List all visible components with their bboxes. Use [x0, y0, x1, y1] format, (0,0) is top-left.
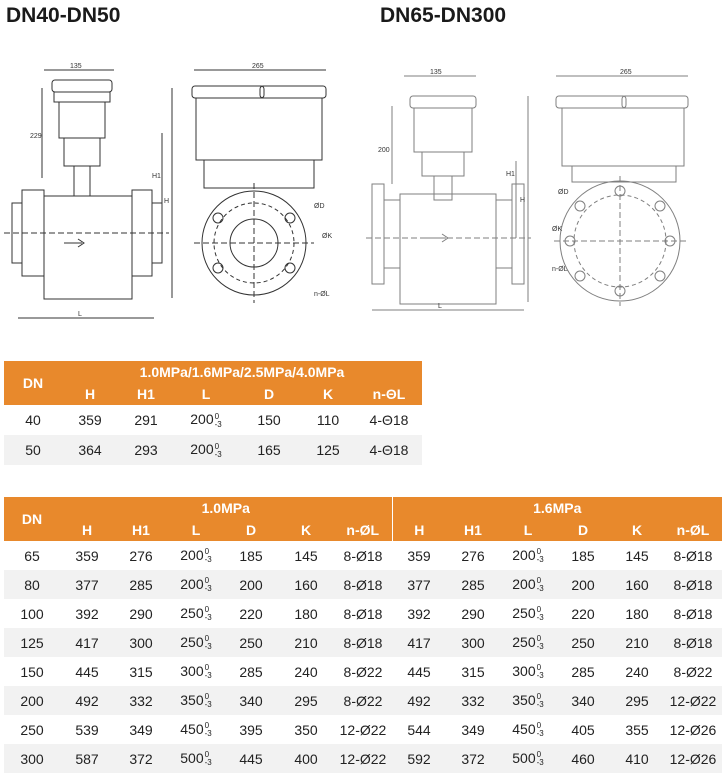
l-tolerance: [537, 635, 544, 651]
dn-cell: 150: [20, 663, 44, 680]
l-tolerance-upper: 0: [536, 750, 542, 760]
k-cell: 110: [316, 412, 340, 428]
nl-cell: 8-Ø22: [343, 663, 383, 680]
l-tolerance-upper: 0: [536, 547, 542, 557]
l-tolerance: [205, 635, 212, 651]
k-cell: 210: [278, 628, 334, 657]
dim-h-label-2: H: [520, 197, 526, 204]
h-cell: 492: [60, 686, 114, 715]
l-tolerance: [205, 548, 212, 564]
l-tolerance: [205, 577, 212, 593]
nl-cell: 12-Ø22: [664, 686, 722, 715]
l-tolerance-lower: -3: [204, 613, 212, 623]
l-tolerance-lower: -3: [536, 700, 544, 710]
l-tolerance-lower: -3: [204, 671, 212, 681]
dim-d-label-2: ØD: [558, 189, 569, 196]
l-tolerance-lower: -3: [536, 758, 544, 768]
k-cell: 355: [625, 721, 649, 738]
table-row: [4, 541, 722, 570]
title-dn40-dn50: DN40-DN50: [6, 4, 121, 27]
l-value: 450: [512, 720, 536, 737]
l-tolerance-lower: -3: [536, 613, 544, 623]
dim-nl-label: n-ØL: [314, 291, 330, 298]
h1-cell: 332: [446, 686, 500, 715]
l-tolerance-upper: 0: [204, 605, 210, 615]
l-tolerance-upper: 0: [536, 721, 542, 731]
nl-cell: 12-Ø26: [669, 721, 717, 738]
nl-cell: 8-Ø18: [343, 547, 383, 564]
d-cell: 185: [571, 547, 595, 564]
column-header: n-ΘL: [356, 383, 422, 405]
k-cell: 145: [294, 547, 318, 564]
l-cell: [168, 628, 224, 657]
dn-cell: 250: [20, 721, 44, 738]
header-dn: DN: [4, 361, 62, 405]
h-cell: 417: [60, 628, 114, 657]
dn-cell: 40: [25, 412, 41, 428]
dn-cell: 50: [4, 435, 62, 465]
l-tolerance-upper: 0: [204, 750, 210, 760]
l-cell: [168, 657, 224, 686]
d-cell: 220: [239, 605, 263, 622]
table-row: [4, 686, 722, 715]
column-header: H1: [118, 383, 174, 405]
d-cell: 405: [571, 721, 595, 738]
dim-265-label: 265: [252, 63, 264, 70]
l-tolerance-upper: 0: [536, 576, 542, 586]
l-cell: [168, 570, 224, 599]
l-tolerance: [537, 751, 544, 767]
table-row: [4, 657, 722, 686]
l-tolerance-upper: 0: [214, 411, 220, 421]
nl-cell: 4-Θ18: [356, 435, 422, 465]
d-cell: 200: [224, 570, 278, 599]
l-tolerance-lower: -3: [204, 555, 212, 565]
l-cell: [168, 744, 224, 773]
h1-cell: 276: [461, 547, 485, 564]
dn-cell: 80: [4, 570, 60, 599]
l-tolerance: [205, 664, 212, 680]
l-cell: [500, 599, 556, 628]
l-cell: [500, 657, 556, 686]
h-cell: 544: [407, 721, 431, 738]
l-tolerance: [215, 443, 222, 459]
l-tolerance-lower: -3: [536, 642, 544, 652]
d-cell: 395: [239, 721, 263, 738]
l-tolerance-upper: 0: [214, 441, 220, 451]
l-tolerance: [537, 693, 544, 709]
h1-cell: 332: [114, 686, 168, 715]
nl-cell: 4-Θ18: [369, 412, 409, 428]
h1-cell: 372: [446, 744, 500, 773]
l-value: 200: [180, 546, 204, 563]
l-tolerance-lower: -3: [204, 642, 212, 652]
nl-cell: 12-Ø22: [334, 744, 392, 773]
k-cell: 145: [625, 547, 649, 564]
table-row: [4, 570, 722, 599]
l-tolerance-lower: -3: [204, 729, 212, 739]
h1-cell: 293: [118, 435, 174, 465]
drawing-dn40-dn50: [4, 58, 354, 328]
k-cell: 180: [294, 605, 318, 622]
l-value: 300: [512, 662, 536, 679]
l-tolerance: [205, 606, 212, 622]
l-tolerance-lower: -3: [214, 419, 222, 429]
l-value: 300: [180, 662, 204, 679]
h1-cell: 349: [461, 721, 485, 738]
l-tolerance-upper: 0: [204, 692, 210, 702]
h-cell: 359: [407, 547, 431, 564]
dim-h-label: H: [164, 198, 170, 205]
h-cell: 377: [392, 570, 446, 599]
header-1-6mpa: 1.6MPa: [392, 497, 722, 519]
l-tolerance: [537, 664, 544, 680]
column-header: K: [300, 383, 356, 405]
l-tolerance: [537, 548, 544, 564]
h1-cell: 290: [461, 605, 485, 622]
l-tolerance-upper: 0: [204, 547, 210, 557]
dn-cell: 100: [20, 605, 44, 622]
dim-k-label-2: ØK: [552, 226, 563, 233]
column-header: H1: [446, 519, 500, 541]
l-value: 200: [512, 546, 536, 563]
h1-cell: 315: [129, 663, 153, 680]
l-value: 200: [190, 441, 214, 458]
h-cell: 417: [392, 628, 446, 657]
d-cell: 150: [257, 412, 281, 428]
d-cell: 460: [556, 744, 610, 773]
column-header: H: [62, 383, 118, 405]
h1-cell: 290: [129, 605, 153, 622]
dim-h1-label: H1: [152, 173, 161, 180]
l-tolerance-lower: -3: [204, 700, 212, 710]
dim-135-label-2: 135: [430, 69, 442, 76]
l-value: 200: [512, 575, 536, 592]
h-cell: 392: [407, 605, 431, 622]
h-cell: 587: [60, 744, 114, 773]
l-value: 250: [512, 604, 536, 621]
h1-cell: 285: [114, 570, 168, 599]
k-cell: 295: [278, 686, 334, 715]
l-tolerance-lower: -3: [214, 449, 222, 459]
k-cell: 125: [300, 435, 356, 465]
l-tolerance: [537, 606, 544, 622]
l-cell: [174, 405, 238, 435]
l-value: 350: [512, 691, 536, 708]
column-header: n-ØL: [664, 519, 722, 541]
l-tolerance-upper: 0: [536, 663, 542, 673]
d-cell: 340: [224, 686, 278, 715]
table-row: [4, 435, 422, 465]
column-header: H: [392, 519, 446, 541]
dim-h1-label-2: H1: [506, 171, 515, 178]
l-tolerance: [205, 693, 212, 709]
l-tolerance: [537, 722, 544, 738]
l-tolerance-lower: -3: [536, 584, 544, 594]
column-header: D: [224, 519, 278, 541]
h-cell: 377: [60, 570, 114, 599]
column-header: L: [500, 519, 556, 541]
table-row: [4, 599, 722, 628]
l-tolerance-upper: 0: [536, 692, 542, 702]
k-cell: 160: [610, 570, 664, 599]
column-header: L: [168, 519, 224, 541]
l-cell: [500, 570, 556, 599]
k-cell: 350: [294, 721, 318, 738]
dn-cell: 125: [4, 628, 60, 657]
l-value: 250: [512, 633, 536, 650]
nl-cell: 8-Ø22: [334, 686, 392, 715]
h1-cell: 315: [461, 663, 485, 680]
l-tolerance-upper: 0: [204, 576, 210, 586]
l-tolerance-lower: -3: [536, 671, 544, 681]
l-cell: [500, 744, 556, 773]
d-cell: 285: [571, 663, 595, 680]
l-tolerance-lower: -3: [204, 584, 212, 594]
dim-l-label-2: L: [438, 303, 442, 310]
h-cell: 592: [392, 744, 446, 773]
d-cell: 445: [224, 744, 278, 773]
h1-cell: 300: [446, 628, 500, 657]
h-cell: 445: [75, 663, 99, 680]
nl-cell: 8-Ø18: [334, 570, 392, 599]
header-dn-2: DN: [4, 497, 60, 541]
d-cell: 200: [556, 570, 610, 599]
l-value: 250: [180, 633, 204, 650]
k-cell: 240: [294, 663, 318, 680]
table-row: [4, 744, 722, 773]
d-cell: 220: [571, 605, 595, 622]
l-cell: [500, 541, 556, 570]
dim-nl-label-2: n-ØL: [552, 266, 568, 273]
dim-l-label: L: [78, 311, 82, 318]
h-cell: 359: [78, 412, 102, 428]
h1-cell: 372: [114, 744, 168, 773]
h-cell: 539: [75, 721, 99, 738]
dim-d-label: ØD: [314, 203, 325, 210]
dn-cell: 65: [24, 547, 40, 564]
column-header: K: [610, 519, 664, 541]
k-cell: 210: [610, 628, 664, 657]
column-header: D: [556, 519, 610, 541]
dim-229-label: 229: [30, 133, 42, 140]
k-cell: 410: [610, 744, 664, 773]
column-header: K: [278, 519, 334, 541]
h-cell: 359: [75, 547, 99, 564]
table-row: [4, 405, 422, 435]
column-header: n-ØL: [334, 519, 392, 541]
nl-cell: 8-Ø18: [664, 628, 722, 657]
l-tolerance-upper: 0: [204, 721, 210, 731]
nl-cell: 8-Ø22: [673, 663, 713, 680]
l-tolerance: [537, 577, 544, 593]
h-cell: 392: [75, 605, 99, 622]
column-header: L: [174, 383, 238, 405]
l-cell: [168, 599, 224, 628]
l-value: 200: [190, 411, 214, 428]
nl-cell: 12-Ø26: [664, 744, 722, 773]
d-cell: 165: [238, 435, 300, 465]
l-cell: [168, 541, 224, 570]
spec-table-dn40-dn50: [4, 361, 422, 465]
column-header: D: [238, 383, 300, 405]
k-cell: 160: [278, 570, 334, 599]
k-cell: 295: [610, 686, 664, 715]
l-value: 500: [180, 749, 204, 766]
d-cell: 250: [556, 628, 610, 657]
table-row: [4, 715, 722, 744]
l-value: 450: [180, 720, 204, 737]
table-row: [4, 628, 722, 657]
h1-cell: 349: [129, 721, 153, 738]
dn-cell: 200: [4, 686, 60, 715]
d-cell: 185: [239, 547, 263, 564]
header-1-0mpa: 1.0MPa: [60, 497, 392, 519]
l-tolerance: [215, 413, 222, 429]
dim-k-label: ØK: [322, 233, 333, 240]
l-value: 250: [180, 604, 204, 621]
dim-135-label: 135: [70, 63, 82, 70]
column-header: H1: [114, 519, 168, 541]
l-cell: [174, 435, 238, 465]
nl-cell: 8-Ø18: [334, 628, 392, 657]
h-cell: 364: [62, 435, 118, 465]
l-tolerance-upper: 0: [536, 634, 542, 644]
h1-cell: 291: [134, 412, 158, 428]
h1-cell: 300: [114, 628, 168, 657]
l-value: 200: [180, 575, 204, 592]
l-tolerance-lower: -3: [536, 555, 544, 565]
k-cell: 240: [625, 663, 649, 680]
l-cell: [500, 686, 556, 715]
l-tolerance-upper: 0: [204, 634, 210, 644]
h-cell: 445: [407, 663, 431, 680]
l-tolerance: [205, 751, 212, 767]
l-cell: [500, 715, 556, 744]
l-value: 500: [512, 749, 536, 766]
d-cell: 340: [556, 686, 610, 715]
d-cell: 285: [239, 663, 263, 680]
dn-cell: 300: [4, 744, 60, 773]
l-tolerance-lower: -3: [204, 758, 212, 768]
l-cell: [168, 715, 224, 744]
l-tolerance-upper: 0: [536, 605, 542, 615]
l-value: 350: [180, 691, 204, 708]
nl-cell: 8-Ø18: [343, 605, 383, 622]
header-pressure-group: 1.0MPa/1.6MPa/2.5MPa/4.0MPa: [62, 361, 422, 383]
d-cell: 250: [224, 628, 278, 657]
l-tolerance-upper: 0: [204, 663, 210, 673]
h-cell: 492: [392, 686, 446, 715]
k-cell: 180: [625, 605, 649, 622]
spec-table-dn65-dn300: [4, 497, 722, 773]
dim-200-label: 200: [378, 147, 390, 154]
l-cell: [500, 628, 556, 657]
h1-cell: 276: [129, 547, 153, 564]
drawing-dn65-dn300: [366, 66, 716, 328]
h1-cell: 285: [446, 570, 500, 599]
nl-cell: 8-Ø18: [673, 547, 713, 564]
l-cell: [168, 686, 224, 715]
nl-cell: 8-Ø18: [664, 570, 722, 599]
nl-cell: 12-Ø22: [339, 721, 387, 738]
l-tolerance-lower: -3: [536, 729, 544, 739]
title-dn65-dn300: DN65-DN300: [380, 4, 507, 27]
nl-cell: 8-Ø18: [673, 605, 713, 622]
k-cell: 400: [278, 744, 334, 773]
dim-265-label-2: 265: [620, 69, 632, 76]
l-tolerance: [205, 722, 212, 738]
column-header: H: [60, 519, 114, 541]
